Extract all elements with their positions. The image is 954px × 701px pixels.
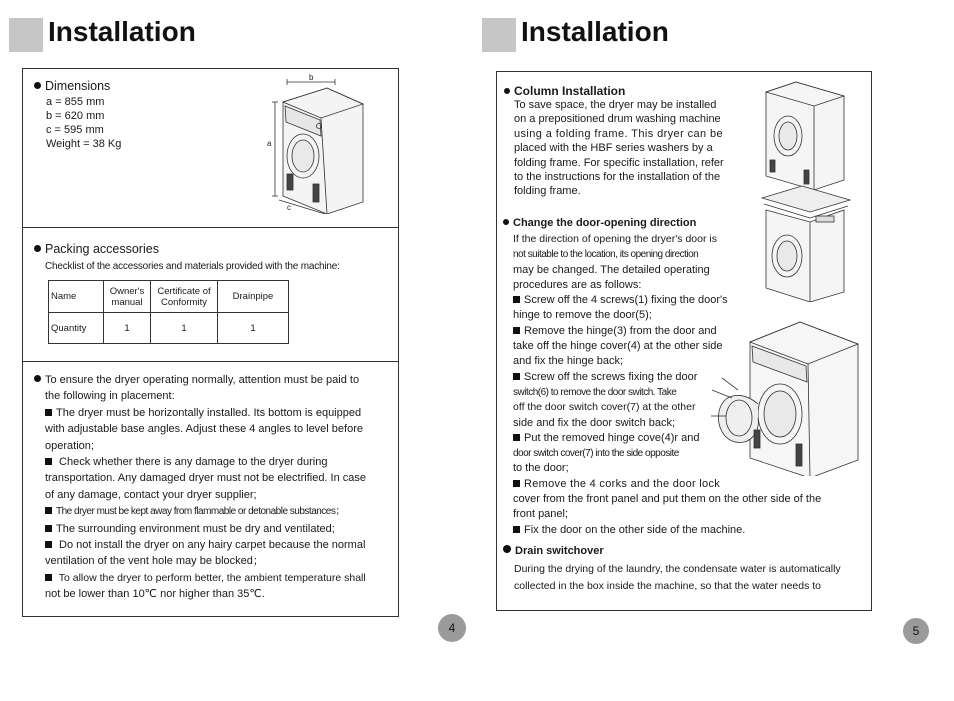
table-header-certificate: Certificate of Conformity bbox=[151, 281, 218, 313]
placement-line: ventilation of the vent hole may be blocked； bbox=[45, 555, 264, 568]
text-line: door switch cover(7) into the side opposite bbox=[513, 448, 679, 460]
square-bullet-icon bbox=[45, 574, 52, 581]
text-line: If the direction of opening the dryer's door is bbox=[513, 233, 717, 245]
placement-line: of any damage, contact your dryer supplier; bbox=[45, 488, 257, 501]
placement-line: transportation. Any damaged dryer must not be electrified. In case bbox=[45, 472, 367, 485]
section-divider bbox=[23, 361, 398, 362]
bullet-icon bbox=[503, 219, 509, 225]
text-line: Remove the 4 corks and the door lock bbox=[513, 477, 821, 492]
square-bullet-icon bbox=[513, 327, 520, 334]
drain-heading: Drain switchover bbox=[503, 545, 604, 557]
text-line: Put the removed hinge cove(4)r and bbox=[513, 431, 821, 446]
text-line: switch(6) to remove the door switch. Take bbox=[513, 386, 677, 398]
table-header-drainpipe: Drainpipe bbox=[218, 281, 289, 313]
accessories-table bbox=[48, 280, 289, 344]
text-line: may be changed. The detailed operating bbox=[513, 263, 710, 276]
text-line: to the door; bbox=[513, 462, 569, 475]
placement-line: Do not install the dryer on any hairy carpet because the normal bbox=[34, 537, 366, 553]
bullet-icon bbox=[34, 82, 41, 89]
table-row bbox=[49, 281, 289, 313]
dimension-b: b = 620 mm bbox=[46, 110, 105, 122]
square-bullet-icon bbox=[45, 458, 52, 465]
square-bullet-icon bbox=[513, 296, 520, 303]
placement-line: the following in placement: bbox=[45, 390, 175, 403]
text-line: and fix the hinge back; bbox=[513, 355, 624, 368]
header-gray-block bbox=[9, 18, 43, 52]
placement-notes bbox=[34, 372, 366, 603]
section-divider bbox=[23, 227, 398, 228]
text-line: off the door switch cover(7) at the other bbox=[513, 401, 696, 414]
text-line: collected in the box inside the machine, so that the water needs to bbox=[514, 579, 822, 592]
drain-text bbox=[514, 561, 841, 594]
placement-line: not be lower than 10℃ nor higher than 35℃. bbox=[45, 588, 265, 601]
square-bullet-icon bbox=[45, 507, 52, 514]
table-cell-qty: 1 bbox=[104, 313, 151, 344]
bullet-icon bbox=[503, 545, 511, 553]
door-direction-heading: Change the door-opening direction bbox=[503, 217, 696, 229]
page-number: 4 bbox=[438, 614, 466, 642]
text-line: During the drying of the laundry, the condensate water is automatically bbox=[514, 563, 841, 575]
placement-line: The surrounding environment must be dry and ventilated; bbox=[34, 521, 366, 537]
square-bullet-icon bbox=[45, 541, 52, 548]
text-line: not suitable to the location, its opening direction bbox=[513, 249, 699, 261]
bullet-icon bbox=[34, 375, 41, 382]
dimension-weight: Weight = 38 Kg bbox=[46, 138, 122, 150]
placement-line: with adjustable base angles. Adjust these 4 angles to level before bbox=[45, 423, 363, 436]
dryer-open-door-illustration bbox=[708, 320, 860, 476]
placement-line: To ensure the dryer operating normally, attention must be paid to bbox=[34, 372, 366, 388]
placement-line: The dryer must be horizontally installed. Its bottom is equipped bbox=[34, 405, 366, 421]
text-line: placed with the HBF series washers by a bbox=[514, 142, 713, 155]
header-gray-block bbox=[482, 18, 516, 52]
text-line: Fix the door on the other side of the machine. bbox=[513, 523, 821, 538]
bullet-icon bbox=[504, 88, 510, 94]
packing-subtitle: Checklist of the accessories and materials provided with the machine: bbox=[45, 261, 340, 272]
text-line: front panel; bbox=[513, 508, 569, 521]
label-c: c bbox=[287, 203, 291, 212]
text-line: Remove the hinge(3) from the door and bbox=[513, 324, 821, 339]
text-line: hinge to remove the door(5); bbox=[513, 309, 652, 322]
text-line: folding frame. bbox=[514, 185, 581, 198]
square-bullet-icon bbox=[513, 373, 520, 380]
text-line: procedures are as follows: bbox=[513, 278, 642, 291]
placement-line: Check whether there is any damage to the dryer during bbox=[34, 454, 366, 470]
text-line: on a prepositioned drum washing machine bbox=[514, 113, 721, 126]
table-cell-quantity-label: Quantity bbox=[49, 313, 104, 344]
square-bullet-icon bbox=[513, 480, 520, 487]
placement-line: operation; bbox=[45, 439, 94, 452]
text-line: cover from the front panel and put them on the other side of the bbox=[513, 493, 822, 506]
table-header-owners-manual: Owner's manual bbox=[104, 281, 151, 313]
text-line: using a folding frame. This dryer can be bbox=[514, 127, 724, 140]
label-a: a bbox=[267, 139, 272, 148]
page-title: Installation bbox=[521, 16, 669, 47]
bullet-icon bbox=[34, 245, 41, 252]
dimension-a: a = 855 mm bbox=[46, 96, 105, 108]
text-line: take off the hinge cover(4) at the other side bbox=[513, 340, 723, 353]
text-line: To save space, the dryer may be installed bbox=[514, 99, 717, 111]
text-line: to the instructions for the installation of the bbox=[514, 171, 721, 184]
text-line: side and fix the door switch back; bbox=[513, 416, 676, 429]
square-bullet-icon bbox=[45, 525, 52, 532]
table-cell-name-label: Name bbox=[49, 281, 104, 313]
placement-line: To allow the dryer to perform better, the ambient temperature shall bbox=[34, 570, 366, 586]
dimension-c: c = 595 mm bbox=[46, 124, 104, 136]
table-cell-qty: 1 bbox=[151, 313, 218, 344]
placement-line: The dryer must be kept away from flammable or detonable substances； bbox=[34, 503, 366, 520]
dimensions-heading: Dimensions bbox=[34, 79, 110, 93]
column-installation-heading: Column Installation bbox=[504, 84, 625, 98]
packing-heading: Packing accessories bbox=[34, 242, 159, 256]
square-bullet-icon bbox=[45, 409, 52, 416]
table-cell-qty: 1 bbox=[218, 313, 289, 344]
square-bullet-icon bbox=[513, 526, 520, 533]
text-line: Screw off the screws fixing the door bbox=[513, 370, 821, 385]
text-line: Screw off the 4 screws(1) fixing the door's bbox=[513, 293, 821, 308]
square-bullet-icon bbox=[513, 434, 520, 441]
table-row bbox=[49, 313, 289, 344]
page-number: 5 bbox=[903, 618, 929, 644]
dryer-dimension-illustration bbox=[265, 74, 375, 214]
label-b: b bbox=[309, 74, 314, 82]
column-installation-text bbox=[514, 98, 724, 199]
page-title: Installation bbox=[48, 16, 196, 47]
text-line: folding frame. For specific installation, refer bbox=[514, 156, 724, 169]
